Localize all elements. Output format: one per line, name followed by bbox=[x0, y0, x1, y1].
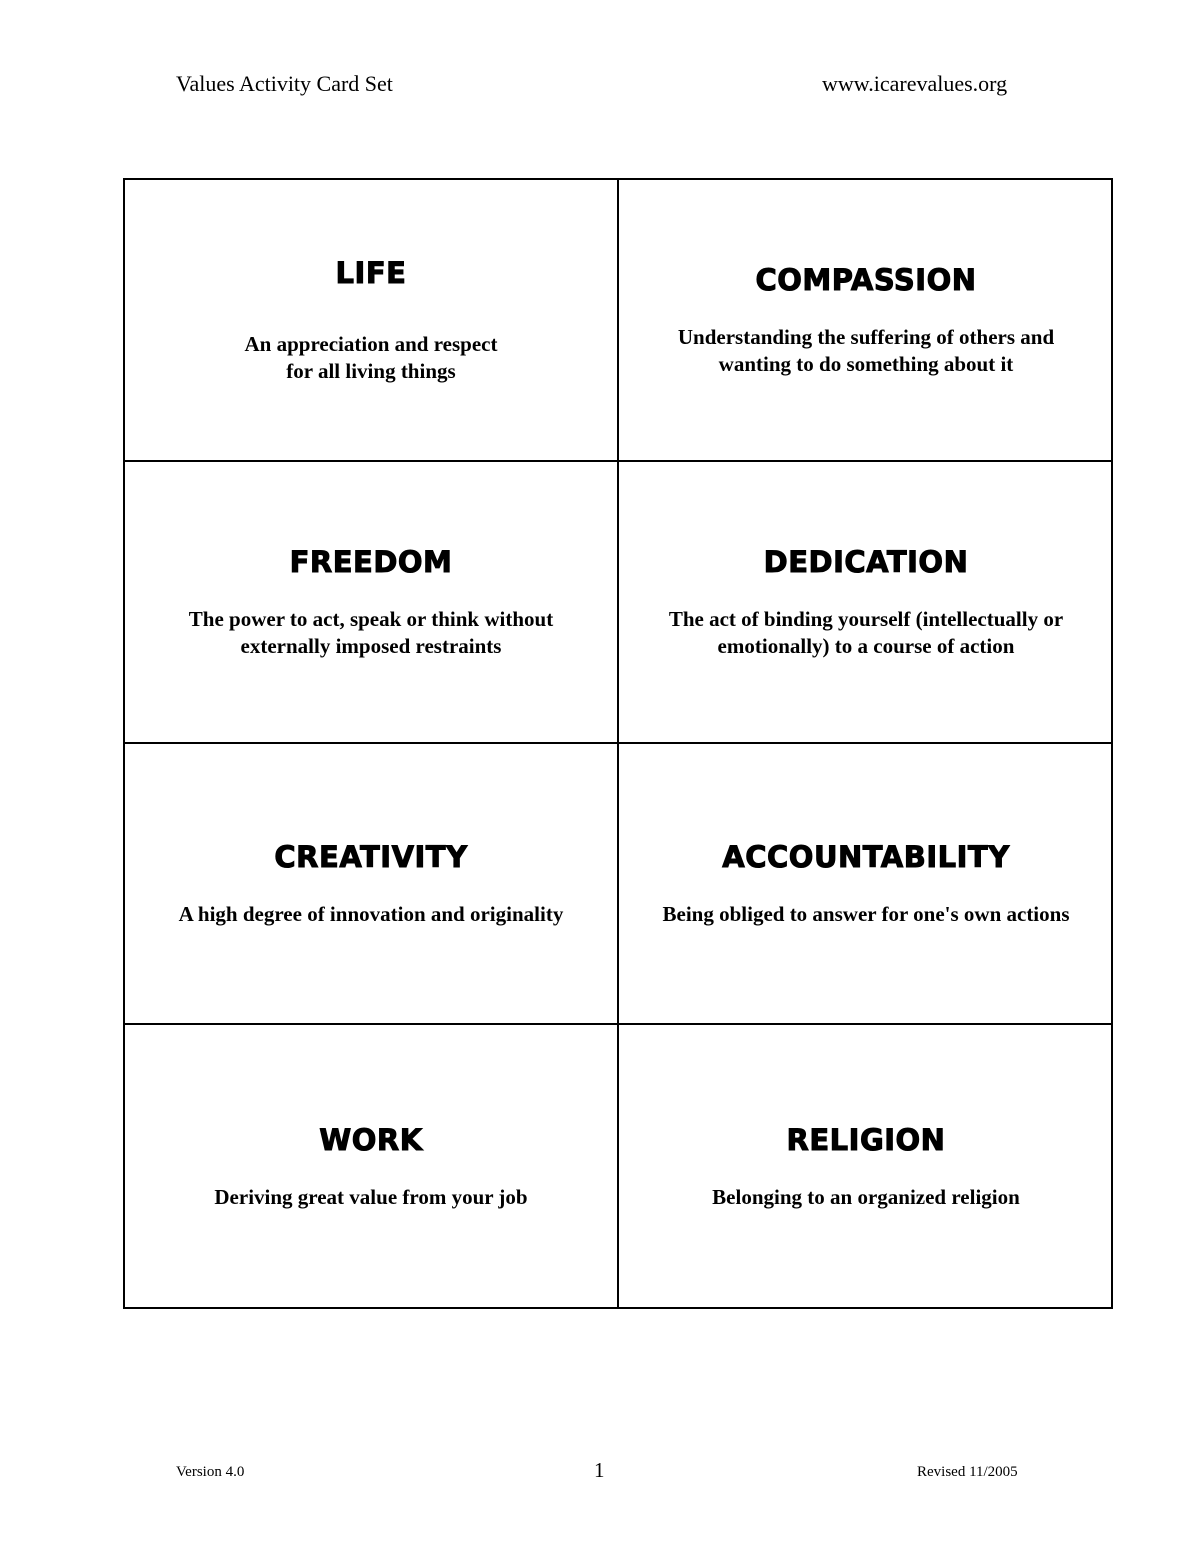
card-title: WORK bbox=[319, 1122, 423, 1157]
card-title: FREEDOM bbox=[289, 544, 453, 579]
version-label: Version 4.0 bbox=[176, 1464, 245, 1480]
page-number: 1 bbox=[594, 1458, 605, 1482]
card-description: Deriving great value from your job bbox=[214, 1184, 528, 1209]
card-title: CREATIVITY bbox=[274, 839, 468, 874]
value-card-compassion bbox=[619, 180, 1113, 462]
value-card-work bbox=[125, 1025, 619, 1307]
card-title: ACCOUNTABILITY bbox=[722, 839, 1010, 874]
card-description: Understanding the suffering of others and wanting to do something about it bbox=[677, 324, 1055, 376]
value-card-religion bbox=[619, 1025, 1113, 1307]
card-description: The power to act, speak or think without externally imposed restraints bbox=[188, 606, 554, 658]
value-card-life bbox=[125, 180, 619, 462]
card-title: DEDICATION bbox=[763, 544, 969, 579]
value-card-freedom bbox=[125, 462, 619, 744]
card-description: An appreciation and respect for all living things bbox=[244, 331, 498, 383]
value-card-accountability bbox=[619, 744, 1113, 1026]
card-title: RELIGION bbox=[786, 1122, 946, 1157]
card-description: Being obliged to answer for one's own actions bbox=[662, 901, 1070, 926]
values-card-grid bbox=[123, 178, 1113, 1309]
card-title: COMPASSION bbox=[755, 262, 977, 297]
website-url: www.icarevalues.org bbox=[822, 71, 1008, 96]
document-title: Values Activity Card Set bbox=[176, 71, 393, 96]
card-description: A high degree of innovation and originality bbox=[178, 901, 564, 926]
card-description: The act of binding yourself (intellectually or emotionally) to a course of action bbox=[668, 606, 1064, 658]
card-title: LIFE bbox=[335, 255, 407, 290]
revised-date: Revised 11/2005 bbox=[917, 1464, 1018, 1480]
card-description: Belonging to an organized religion bbox=[712, 1184, 1020, 1209]
value-card-creativity bbox=[125, 744, 619, 1026]
value-card-dedication bbox=[619, 462, 1113, 744]
